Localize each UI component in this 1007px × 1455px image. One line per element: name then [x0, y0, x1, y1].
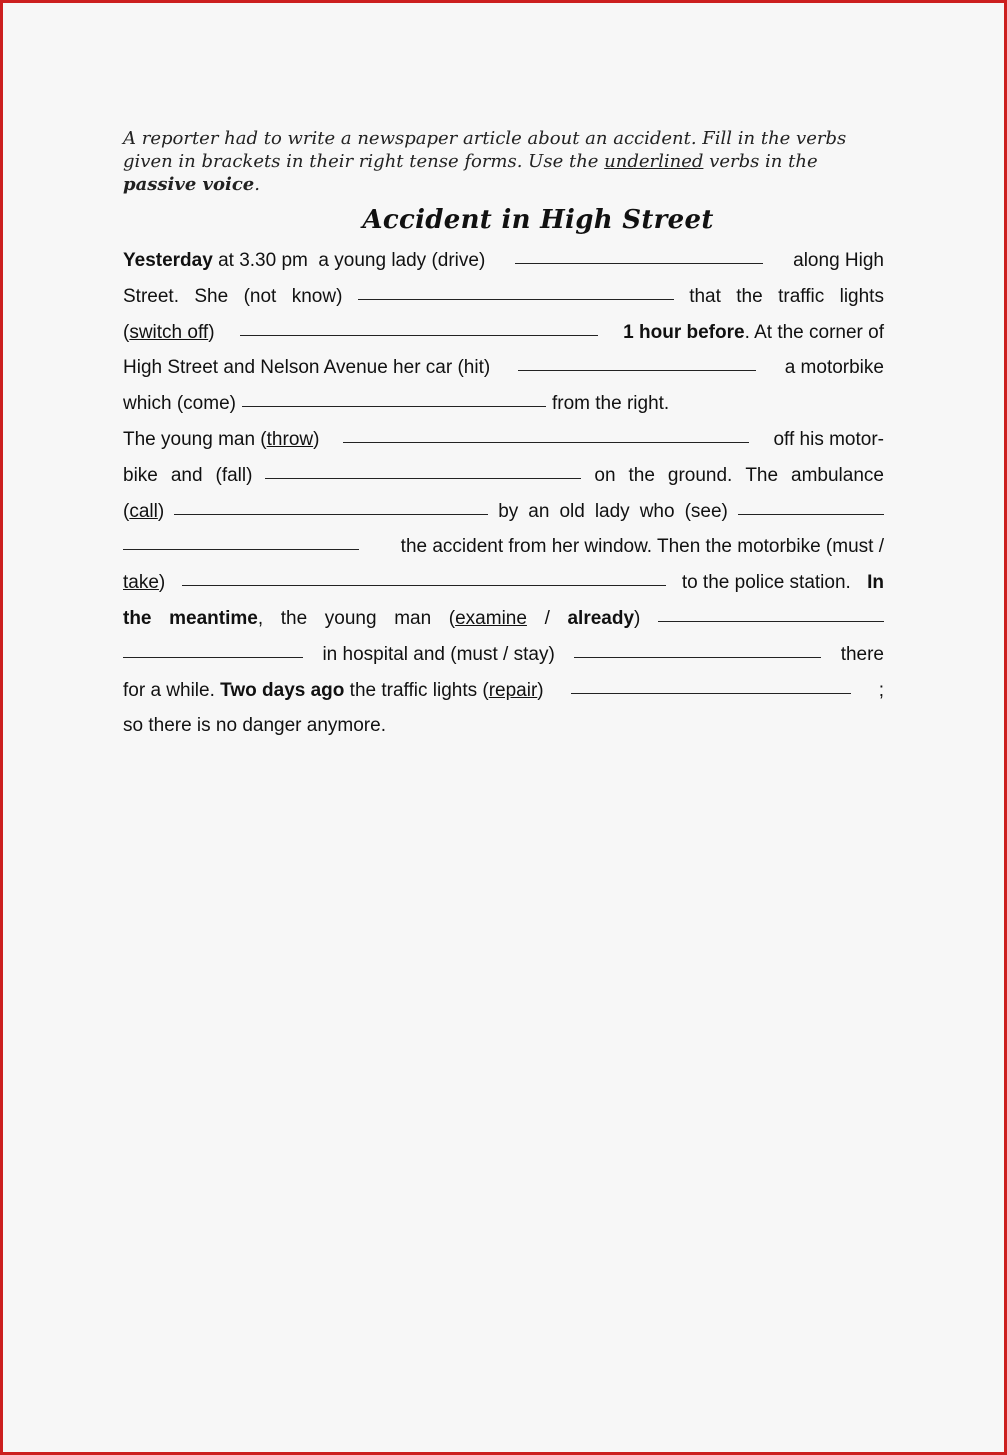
article-line-10 — [123, 565, 884, 601]
instructions-text-1: A reporter had to write a newspaper article about an accident. Fill in the verbs given in brackets in their right tense forms. Use the — [123, 128, 847, 172]
paren: ) — [208, 321, 215, 343]
word: lights — [839, 285, 884, 307]
verb-switch-off: switch off — [129, 321, 209, 343]
blank-switch-off[interactable] — [240, 313, 598, 336]
blank-call[interactable] — [174, 492, 488, 515]
word: that — [689, 285, 721, 307]
word: an — [528, 500, 550, 522]
blank-stay[interactable] — [574, 635, 821, 658]
article-line-11 — [123, 601, 884, 637]
article-line-13 — [123, 673, 884, 709]
blank-drive[interactable] — [515, 241, 763, 264]
verb-call: call — [129, 500, 158, 522]
article-line-3 — [123, 315, 884, 351]
blank-not-know[interactable] — [358, 277, 674, 300]
word: old — [559, 500, 585, 522]
instructions-text-3: . — [254, 174, 260, 195]
text-from-right: from the right. — [551, 393, 670, 415]
word: (not — [243, 285, 277, 307]
word: Street. — [123, 285, 179, 307]
verb-take: take — [123, 572, 159, 594]
blank-repair[interactable] — [571, 671, 851, 694]
article-line-6 — [123, 422, 884, 458]
paren: ) — [634, 607, 641, 629]
text-no-danger: so there is no danger anymore. — [123, 715, 386, 737]
text-drive: a young lady (drive) — [318, 250, 486, 271]
paren: ) — [158, 572, 166, 594]
paren: ) — [313, 428, 320, 450]
verb-examine: examine — [455, 607, 527, 629]
article-line-14 — [123, 708, 884, 744]
word: ground. — [667, 464, 733, 486]
instructions — [123, 127, 883, 196]
blank-hit[interactable] — [518, 348, 756, 371]
text-which-come: which (come) — [123, 393, 236, 415]
word: She — [194, 285, 229, 307]
word-the: the — [123, 607, 152, 629]
semicolon: ; — [878, 679, 884, 701]
article-line-1 — [123, 243, 884, 279]
article-line-9 — [123, 529, 884, 565]
word: ambulance — [791, 464, 884, 486]
word: lady — [594, 500, 630, 522]
paren: ( — [123, 321, 130, 343]
text-accident-window: the accident from her window. Then the motorbike (must / — [400, 536, 884, 558]
article-line-12 — [123, 637, 884, 673]
word: who — [639, 500, 675, 522]
article-line-2 — [123, 279, 884, 315]
instructions-text-2: verbs in the — [703, 151, 818, 172]
word: traffic — [778, 285, 825, 307]
phrase-1-hour-before: 1 hour before — [623, 321, 745, 343]
text-traffic-lights: the traffic lights ( — [349, 679, 489, 701]
word-in: In — [867, 572, 884, 594]
word: on — [594, 464, 616, 486]
word: bike — [123, 464, 158, 486]
text-young-man: The young man ( — [123, 428, 267, 450]
text-along-high: along High — [793, 250, 884, 271]
article-line-5 — [123, 386, 884, 422]
paren: ) — [157, 500, 165, 522]
verb-throw: throw — [266, 428, 314, 450]
word: (see) — [684, 500, 728, 522]
word: know) — [291, 285, 343, 307]
word: and — [170, 464, 203, 486]
word: the — [280, 607, 308, 629]
comma: , — [257, 607, 264, 629]
article-title: Accident in High Street — [362, 205, 714, 235]
verb-repair: repair — [488, 679, 538, 701]
blank-examine-part-2[interactable] — [123, 635, 303, 658]
blank-throw[interactable] — [343, 420, 749, 443]
instructions-passive-voice: passive voice — [123, 174, 255, 195]
blank-see-part-1[interactable] — [738, 492, 884, 515]
blank-fall[interactable] — [265, 456, 581, 479]
text-off-motor: off his motor- — [773, 428, 884, 450]
text-police-station: to the police station. — [681, 572, 851, 594]
word-yesterday: Yesterday — [123, 250, 213, 271]
word: (fall) — [215, 464, 253, 486]
text-hospital-stay: in hospital and (must / stay) — [322, 643, 555, 665]
article-line-7 — [123, 458, 884, 494]
word: the — [628, 464, 655, 486]
blank-see-part-2[interactable] — [123, 527, 359, 550]
paren: ( — [448, 607, 456, 629]
text-corner: . At the corner of — [744, 321, 884, 343]
word: man — [394, 607, 432, 629]
blank-examine-part-1[interactable] — [658, 599, 884, 622]
blank-take[interactable] — [182, 563, 666, 586]
text-motorbike: a motorbike — [784, 357, 884, 379]
text-car-hit: High Street and Nelson Avenue her car (hit) — [123, 357, 491, 379]
paren: ( — [123, 500, 130, 522]
article-line-4 — [123, 350, 884, 386]
text-for-while: for a while. — [123, 679, 215, 701]
blank-come[interactable] — [242, 384, 546, 407]
instructions-underlined: underlined — [604, 151, 704, 172]
word-already: already — [567, 607, 635, 629]
article-body — [123, 243, 884, 744]
word: the — [736, 285, 763, 307]
text-time: at 3.30 pm — [218, 250, 308, 271]
word: The — [745, 464, 779, 486]
word: by — [498, 500, 519, 522]
slash: / — [544, 607, 550, 629]
word-meantime: meantime — [169, 607, 258, 629]
word-there: there — [840, 643, 884, 665]
paren: ) — [537, 679, 544, 701]
phrase-two-days-ago: Two days ago — [220, 679, 345, 701]
article-line-8 — [123, 494, 884, 530]
word: young — [324, 607, 377, 629]
